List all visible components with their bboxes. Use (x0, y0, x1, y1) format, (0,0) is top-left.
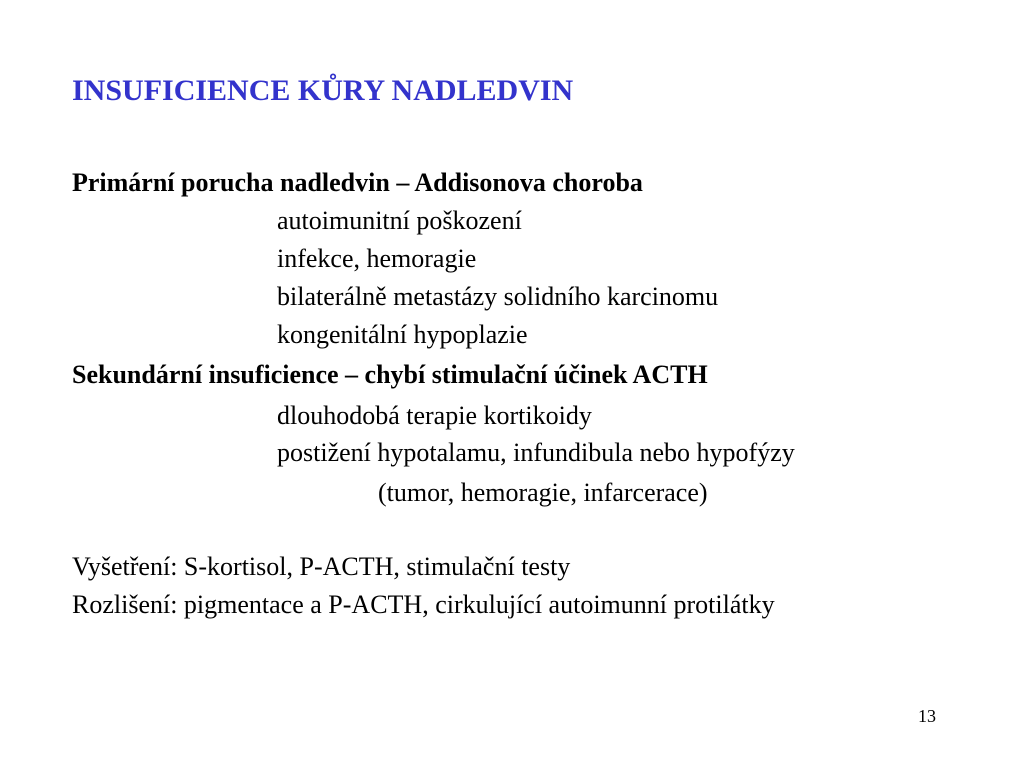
secondary-item: dlouhodobá terapie kortikoidy (277, 401, 592, 430)
secondary-heading: Sekundární insuficience – chybí stimulační účinek ACTH (72, 360, 708, 389)
primary-item: kongenitální hypoplazie (277, 320, 528, 349)
primary-item: infekce, hemoragie (277, 244, 477, 273)
examination-line: Vyšetření: S-kortisol, P-ACTH, stimulační testy (72, 552, 571, 581)
slide-title: INSUFICIENCE KŮRY NADLEDVIN (72, 74, 574, 107)
differentiation-line: Rozlišení: pigmentace a P-ACTH, cirkulující autoimunní protilátky (72, 590, 775, 619)
primary-item: bilaterálně metastázy solidního karcinomu (277, 282, 719, 311)
primary-item: autoimunitní poškození (277, 206, 522, 235)
secondary-item: postižení hypotalamu, infundibula nebo hypofýzy (277, 438, 795, 467)
secondary-subitem: (tumor, hemoragie, infarcerace) (378, 478, 708, 507)
primary-heading: Primární porucha nadledvin – Addisonova choroba (72, 168, 643, 197)
page-number: 13 (918, 706, 936, 726)
